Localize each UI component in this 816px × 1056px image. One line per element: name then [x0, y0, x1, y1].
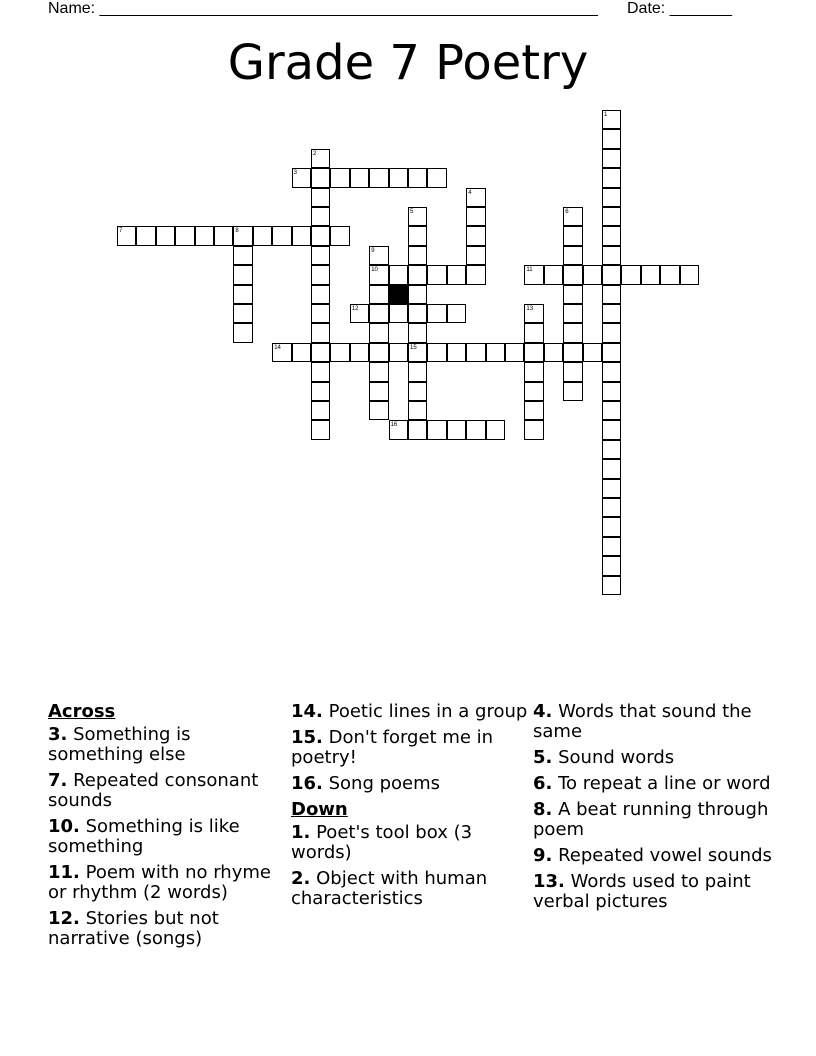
clue-text: Sound words: [552, 747, 675, 768]
grid-cell[interactable]: [583, 265, 602, 284]
grid-cell[interactable]: [292, 343, 311, 362]
grid-cell[interactable]: [233, 285, 252, 304]
grid-cell[interactable]: [602, 576, 621, 595]
grid-cell[interactable]: [447, 420, 466, 439]
clue-item: [48, 725, 288, 765]
clue-item: [48, 863, 288, 903]
grid-cell[interactable]: [389, 343, 408, 362]
grid-cell[interactable]: [563, 343, 582, 362]
grid-cell[interactable]: [408, 401, 427, 420]
grid-cell[interactable]: [466, 343, 485, 362]
grid-cell[interactable]: [369, 401, 388, 420]
grid-cell[interactable]: [408, 207, 427, 226]
grid-cell[interactable]: [214, 226, 233, 245]
grid-cell[interactable]: [524, 401, 543, 420]
grid-cell[interactable]: [563, 207, 582, 226]
grid-cell[interactable]: [330, 226, 349, 245]
clue-number: 11.: [48, 862, 80, 883]
grid-cell[interactable]: [466, 188, 485, 207]
cell-number: 16: [390, 422, 398, 429]
grid-cell[interactable]: [563, 265, 582, 284]
grid-cell[interactable]: [524, 382, 543, 401]
clue-number: 16.: [291, 773, 323, 794]
clue-text: Song poems: [322, 773, 441, 794]
grid-cell[interactable]: [602, 537, 621, 556]
grid-cell[interactable]: [602, 129, 621, 148]
grid-cell[interactable]: [602, 226, 621, 245]
grid-cell[interactable]: [311, 323, 330, 342]
grid-cell[interactable]: [602, 110, 621, 129]
grid-cell[interactable]: [408, 382, 427, 401]
grid-cell[interactable]: [602, 556, 621, 575]
clue-text: Poetic lines in a group: [322, 701, 528, 722]
date-field-label: Date: _______: [627, 0, 732, 17]
clue-item: [533, 748, 773, 768]
clue-number: 8.: [533, 799, 553, 820]
black-square: [389, 285, 408, 304]
grid-cell[interactable]: [427, 168, 446, 187]
cell-number: 2: [313, 150, 317, 157]
grid-cell[interactable]: [680, 265, 699, 284]
grid-cell[interactable]: [466, 246, 485, 265]
grid-cell[interactable]: [602, 168, 621, 187]
grid-cell[interactable]: [563, 362, 582, 381]
cell-number: 10: [371, 267, 378, 274]
grid-cell[interactable]: [408, 323, 427, 342]
grid-cell[interactable]: [311, 188, 330, 207]
grid-cell[interactable]: [350, 304, 369, 323]
grid-cell[interactable]: [330, 168, 349, 187]
grid-cell[interactable]: [563, 226, 582, 245]
clue-number: 13.: [533, 871, 565, 892]
grid-cell[interactable]: [408, 420, 427, 439]
grid-cell[interactable]: [175, 226, 194, 245]
grid-cell[interactable]: [486, 420, 505, 439]
clue-text: Poem with no rhyme or rhythm (2 words): [48, 862, 271, 903]
grid-cell[interactable]: [641, 265, 660, 284]
grid-cell[interactable]: [311, 265, 330, 284]
grid-cell[interactable]: [369, 168, 388, 187]
across-heading: Across: [48, 701, 116, 722]
grid-cell[interactable]: [427, 304, 446, 323]
cell-number: 9: [371, 247, 375, 254]
cell-number: 12: [351, 306, 359, 312]
grid-cell[interactable]: [311, 362, 330, 381]
clues-column-1: [48, 702, 288, 955]
grid-cell[interactable]: [524, 323, 543, 342]
clue-number: 5.: [533, 747, 553, 768]
grid-cell[interactable]: [447, 343, 466, 362]
grid-cell[interactable]: [602, 188, 621, 207]
clues-column-2: [291, 702, 531, 915]
grid-cell[interactable]: [233, 226, 252, 245]
clue-number: 14.: [291, 701, 323, 722]
grid-cell[interactable]: [466, 226, 485, 245]
grid-cell[interactable]: [369, 304, 388, 323]
grid-cell[interactable]: [427, 420, 446, 439]
clue-text: Object with human characteristics: [291, 868, 488, 909]
grid-cell[interactable]: [369, 343, 388, 362]
grid-cell[interactable]: [524, 304, 543, 323]
grid-cell[interactable]: [350, 343, 369, 362]
grid-cell[interactable]: [563, 246, 582, 265]
clue-text: A beat running through poem: [533, 799, 769, 840]
clue-number: 2.: [291, 868, 311, 889]
cell-number: 3: [293, 170, 297, 177]
cell-number: 6: [565, 209, 569, 215]
clue-text: Repeated consonant sounds: [48, 770, 259, 811]
grid-cell[interactable]: [602, 440, 621, 459]
grid-cell[interactable]: [602, 304, 621, 323]
grid-cell[interactable]: [602, 285, 621, 304]
grid-cell[interactable]: [602, 265, 621, 284]
clue-text: Stories but not narrative (songs): [48, 908, 219, 949]
grid-cell[interactable]: [369, 285, 388, 304]
grid-cell[interactable]: [292, 226, 311, 245]
grid-cell[interactable]: [156, 226, 175, 245]
clue-item: [48, 817, 288, 857]
clue-number: 6.: [533, 773, 553, 794]
grid-cell[interactable]: [233, 323, 252, 342]
clue-text: Words that sound the same: [533, 701, 752, 742]
grid-cell[interactable]: [563, 285, 582, 304]
name-field-label: Name: ________________________________________________________: [48, 0, 598, 17]
grid-cell[interactable]: [272, 226, 291, 245]
grid-cell[interactable]: [486, 343, 505, 362]
grid-cell[interactable]: [602, 382, 621, 401]
grid-cell[interactable]: [602, 343, 621, 362]
clue-text: Don't forget me in poetry!: [291, 727, 494, 768]
clue-text: To repeat a line or word: [552, 773, 771, 794]
clue-item: [48, 909, 288, 949]
grid-cell[interactable]: [311, 207, 330, 226]
grid-cell[interactable]: [408, 304, 427, 323]
clue-text: Poet's tool box (3 words): [291, 822, 473, 863]
grid-cell[interactable]: [602, 401, 621, 420]
grid-cell[interactable]: [330, 343, 349, 362]
grid-cell[interactable]: [408, 168, 427, 187]
grid-cell[interactable]: [350, 168, 369, 187]
grid-cell[interactable]: [524, 420, 543, 439]
grid-cell[interactable]: [524, 343, 543, 362]
grid-cell[interactable]: [389, 265, 408, 284]
clue-text: Words used to paint verbal pictures: [533, 871, 751, 912]
grid-cell[interactable]: [563, 323, 582, 342]
grid-cell[interactable]: [544, 343, 563, 362]
grid-cell[interactable]: [311, 343, 330, 362]
grid-cell[interactable]: [253, 226, 272, 245]
grid-cell[interactable]: [311, 246, 330, 265]
clue-item: [533, 872, 773, 912]
grid-cell[interactable]: [369, 265, 388, 284]
clue-item: [533, 800, 773, 840]
clue-item: [291, 869, 531, 909]
grid-cell[interactable]: [660, 265, 679, 284]
cell-number: 7: [119, 228, 123, 235]
cell-number: 14: [274, 344, 281, 351]
grid-cell[interactable]: [447, 304, 466, 323]
grid-cell[interactable]: [602, 362, 621, 381]
grid-cell[interactable]: [408, 246, 427, 265]
grid-cell[interactable]: [602, 323, 621, 342]
grid-cell[interactable]: [195, 226, 214, 245]
grid-cell[interactable]: [389, 420, 408, 439]
clue-number: 7.: [48, 770, 68, 791]
grid-cell[interactable]: [427, 265, 446, 284]
grid-cell[interactable]: [311, 168, 330, 187]
grid-cell[interactable]: [311, 226, 330, 245]
grid-cell[interactable]: [233, 265, 252, 284]
grid-cell[interactable]: [447, 265, 466, 284]
grid-cell[interactable]: [311, 382, 330, 401]
clue-text: Something is something else: [48, 724, 191, 765]
grid-cell[interactable]: [408, 362, 427, 381]
page-title: Grade 7 Poetry: [227, 35, 589, 91]
clue-number: 12.: [48, 908, 80, 929]
cell-number: 15: [410, 344, 417, 351]
grid-cell[interactable]: [524, 362, 543, 381]
grid-cell[interactable]: [602, 498, 621, 517]
cell-number: 1: [604, 112, 608, 118]
clue-number: 15.: [291, 727, 323, 748]
clues-column-3: [533, 702, 773, 918]
grid-cell[interactable]: [602, 420, 621, 439]
grid-cell[interactable]: [563, 382, 582, 401]
grid-cell[interactable]: [311, 285, 330, 304]
grid-cell[interactable]: [117, 226, 136, 245]
grid-cell[interactable]: [408, 343, 427, 362]
grid-cell[interactable]: [389, 168, 408, 187]
grid-cell[interactable]: [466, 265, 485, 284]
clue-item: [291, 823, 531, 863]
grid-cell[interactable]: [311, 149, 330, 168]
grid-cell[interactable]: [427, 343, 446, 362]
clue-item: [291, 728, 531, 768]
clue-number: 1.: [291, 822, 311, 843]
grid-cell[interactable]: [369, 382, 388, 401]
grid-cell[interactable]: [466, 420, 485, 439]
grid-cell[interactable]: [602, 479, 621, 498]
clue-number: 4.: [533, 701, 553, 722]
grid-cell[interactable]: [602, 246, 621, 265]
clue-text: Something is like something: [48, 816, 240, 857]
grid-cell[interactable]: [233, 246, 252, 265]
grid-cell[interactable]: [389, 304, 408, 323]
clue-item: [533, 702, 773, 742]
grid-cell[interactable]: [583, 343, 602, 362]
grid-cell[interactable]: [369, 246, 388, 265]
clue-item: [291, 774, 531, 794]
grid-cell[interactable]: [408, 226, 427, 245]
grid-cell[interactable]: [621, 265, 640, 284]
grid-cell[interactable]: [272, 343, 291, 362]
grid-cell[interactable]: [233, 304, 252, 323]
cell-number: 8: [235, 228, 239, 235]
grid-cell[interactable]: [466, 207, 485, 226]
grid-cell[interactable]: [602, 459, 621, 478]
grid-cell[interactable]: [311, 401, 330, 420]
grid-cell[interactable]: [505, 343, 524, 362]
clue-text: Repeated vowel sounds: [552, 845, 772, 866]
grid-cell[interactable]: [602, 517, 621, 536]
clue-item: [48, 771, 288, 811]
clue-number: 9.: [533, 845, 553, 866]
grid-cell[interactable]: [292, 168, 311, 187]
grid-cell[interactable]: [369, 323, 388, 342]
clue-item: [533, 774, 773, 794]
grid-cell[interactable]: [311, 420, 330, 439]
cell-number: 4: [468, 189, 472, 196]
grid-cell[interactable]: [602, 149, 621, 168]
grid-cell[interactable]: [544, 265, 563, 284]
cell-number: 11: [526, 267, 533, 274]
grid-cell[interactable]: [369, 362, 388, 381]
grid-cell[interactable]: [311, 304, 330, 323]
cell-number: 13: [526, 306, 534, 312]
grid-cell[interactable]: [563, 304, 582, 323]
grid-cell[interactable]: [136, 226, 155, 245]
grid-cell[interactable]: [408, 285, 427, 304]
clue-item: [291, 702, 531, 722]
clue-item: [533, 846, 773, 866]
cell-number: 5: [410, 209, 414, 215]
grid-cell[interactable]: [602, 207, 621, 226]
down-heading: Down: [291, 799, 348, 820]
grid-cell[interactable]: [408, 265, 427, 284]
clue-number: 3.: [48, 724, 68, 745]
grid-cell[interactable]: [524, 265, 543, 284]
clue-number: 10.: [48, 816, 80, 837]
